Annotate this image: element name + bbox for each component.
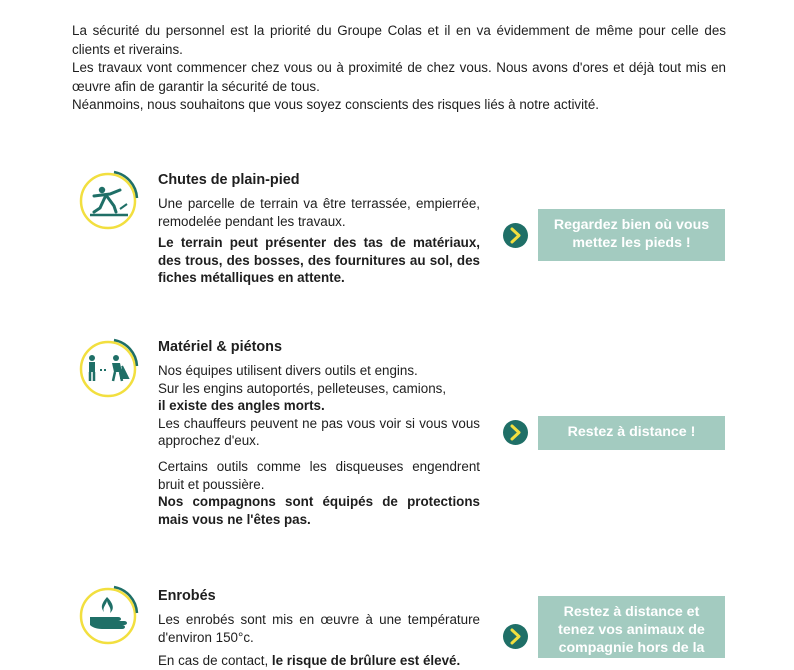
section-enrobes-body xyxy=(158,587,480,670)
section-bold-text: Nos compagnons sont équipés de protections mais vous ne l'êtes pas. xyxy=(158,494,480,527)
section-title: Enrobés xyxy=(158,588,216,604)
section-text: Sur les engins autoportés, pelleteuses, camions, xyxy=(158,380,447,396)
intro-paragraph-2: Les travaux vont commencer chez vous ou à proximité de chez vous. Nous avons d'ores et déjà tout mis en œuvre afin de garantir la sécurité de tous. xyxy=(72,60,726,94)
advice-box: Regardez bien où vous mettez les pieds ! xyxy=(538,209,725,261)
section-title: Chutes de plain-pied xyxy=(158,172,300,188)
section-text: Les chauffeurs peuvent ne pas vous voir si vous vous approchez d'eux. xyxy=(158,415,480,449)
section-bold-text: Le terrain peut présenter des tas de matériaux, des trous, des bosses, des fournitures au sol, des fiches métalliques en attente. xyxy=(158,235,480,286)
intro-text xyxy=(72,22,726,115)
section-text: Une parcelle de terrain va être terrassée, empierrée, remodelée pendant les travaux. xyxy=(158,196,480,229)
advice-box: Restez à distance ! xyxy=(538,416,725,450)
worker-pedestrian-icon xyxy=(78,336,140,398)
chevron-right-icon xyxy=(503,420,528,445)
section-text: Les enrobés sont mis en œuvre à une température d'environ 150°c. xyxy=(158,612,480,645)
advice-box: Restez à distance et tenez vos animaux de compagnie hors de la xyxy=(538,596,725,658)
hand-flame-icon xyxy=(78,583,140,645)
slip-fall-icon xyxy=(78,168,140,230)
section-text: Nos équipes utilisent divers outils et engins. xyxy=(158,363,418,378)
section-bold-text: le risque de brûlure est élevé. xyxy=(271,653,461,669)
intro-paragraph-1: La sécurité du personnel est la priorité du Groupe Colas et il en va évidemment de même pour celle des clients et riverains. xyxy=(72,23,726,57)
chevron-right-icon xyxy=(503,624,528,649)
chevron-right-icon xyxy=(503,223,528,248)
section-title: Matériel & piétons xyxy=(158,339,282,355)
section-text: En cas de contact, xyxy=(158,653,272,669)
section-bold-text: il existe des angles morts. xyxy=(158,398,325,414)
section-materiel-body xyxy=(158,338,480,528)
intro-paragraph-3: Néanmoins, nous souhaitons que vous soyez conscients des risques liés à notre activité. xyxy=(72,97,599,113)
section-chutes-body xyxy=(158,171,480,287)
section-text: Certains outils comme les disqueuses engendrent bruit et poussière. xyxy=(158,458,480,492)
